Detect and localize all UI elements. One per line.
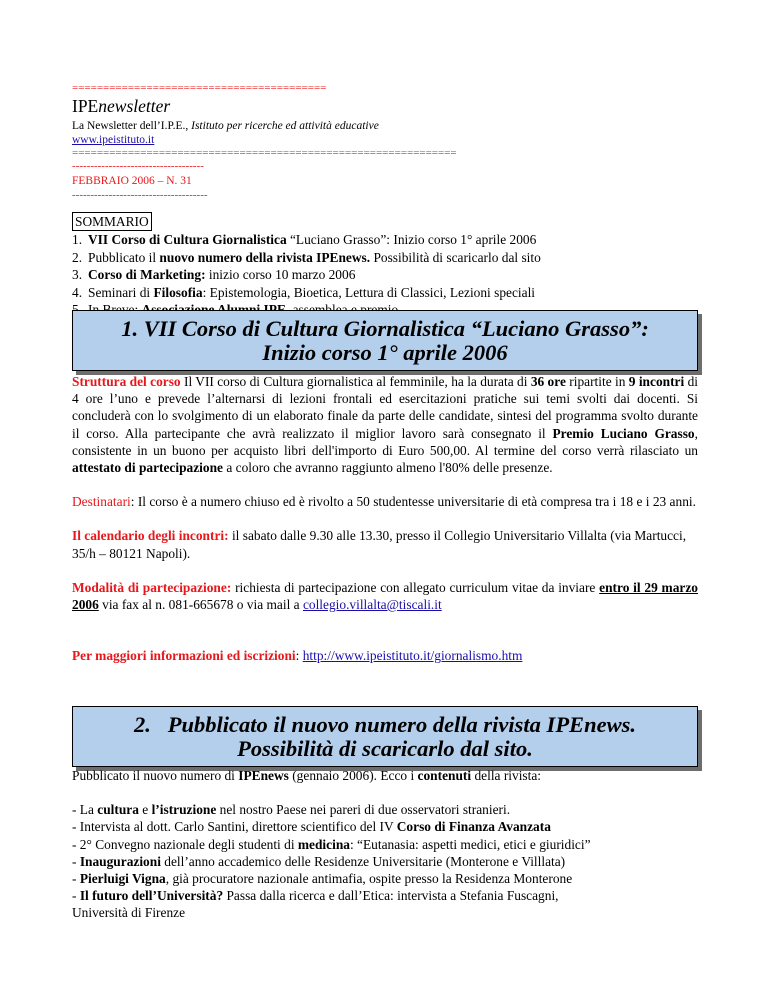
bold-run: l’istruzione xyxy=(151,802,217,818)
info-label: Per maggiori informazioni ed iscrizioni xyxy=(72,648,296,664)
text-run: dell’anno accademico delle Residenze Universitarie (Monterone e Villlata) xyxy=(160,853,566,869)
bold-run: Il futuro dell’Università? xyxy=(79,888,224,904)
rule-top: ========================================= xyxy=(72,82,327,94)
section1-heading-line1: 1. VII Corso di Cultura Giornalistica “Luciano Grasso”: xyxy=(121,316,649,341)
text-run: : “Eutanasia: aspetti medici, etici e giuridici” xyxy=(349,836,591,852)
list-item xyxy=(72,887,698,904)
toc-item[interactable] xyxy=(72,284,698,302)
email-link[interactable]: collegio.villalta@tiscali.it xyxy=(302,597,442,613)
bold-run: 36 ore xyxy=(530,374,566,389)
list-item xyxy=(72,853,698,870)
calendario-label: Il calendario degli incontri: xyxy=(72,528,229,544)
info-paragraph xyxy=(72,647,698,664)
text-run: Il VII corso di Cultura giornalistica al femminile, ha la durata di xyxy=(180,374,531,389)
text-run: - xyxy=(72,871,80,887)
section1-heading-line2: Inizio corso 1° aprile 2006 xyxy=(262,340,508,365)
newsletter-subtitle xyxy=(72,119,698,133)
bold-run: Premio Luciano Grasso xyxy=(552,425,695,441)
toc-item-bold: VII Corso di Cultura Giornalistica xyxy=(88,232,287,247)
website-link[interactable]: www.ipeistituto.it xyxy=(72,134,155,146)
text-run: nel nostro Paese nei pareri di due osservatori stranieri. xyxy=(216,802,511,818)
toc-item-text: : Epistemologia, Bioetica, Lettura di Classici, Lezioni speciali xyxy=(202,284,536,300)
text-run: della rivista: xyxy=(471,768,542,783)
text-run: e xyxy=(138,802,152,818)
toc-item-number: 4. xyxy=(72,284,83,300)
bold-run: medicina xyxy=(297,836,350,852)
newsletter-title xyxy=(72,96,698,116)
text-run: Pubblicato il nuovo numero di xyxy=(72,768,239,783)
toc-item-pre: Pubblicato il xyxy=(88,249,160,265)
text-run: - xyxy=(72,888,80,904)
section2-heading xyxy=(72,706,698,767)
toc-item-number: 2. xyxy=(72,249,83,265)
subtitle-italic: Istituto per ricerche ed attività educative xyxy=(191,120,379,132)
toc-item-bold: Corso di Marketing: xyxy=(88,267,206,282)
text-run: (gennaio 2006). Ecco i xyxy=(288,768,418,783)
title-italic: newsletter xyxy=(98,96,171,116)
text-run: , già procuratore nazionale antimafia, ospite presso la Residenza Monterone xyxy=(165,871,573,887)
section1-body xyxy=(72,373,698,664)
struttura-paragraph xyxy=(72,373,698,476)
modalita-deadline: entro il 29 marzo 2006 xyxy=(72,579,698,613)
list-item xyxy=(72,904,698,921)
text-run: - Intervista al dott. Carlo Santini, direttore scientifico del IV xyxy=(72,819,397,835)
text-run: di 4 ore l’uno e prevede l’alternarsi di lezioni frontali ed esercitazioni pratiche sui temi svolti dai docenti. Si concluderà con lo svolgimento di un elaborato finale da parte delle candidate, sintesi del programma svolto durante il corso. Alla partecipante che avrà realizzato il miglior lavoro sarà consegnato il xyxy=(72,374,698,441)
bold-run: attestato di partecipazione xyxy=(72,460,223,476)
toc-item[interactable] xyxy=(72,249,698,267)
text-run: : xyxy=(295,648,303,664)
text-run: Passa dalla ricerca e dall’Etica: intervista a Stefania Fuscagni, xyxy=(223,888,559,904)
text-run: Università di Firenze xyxy=(72,905,186,921)
dash-top: ------------------------------------ xyxy=(72,161,204,172)
destinatari-paragraph xyxy=(72,493,698,510)
toc-item-number: 3. xyxy=(72,267,83,282)
toc-item-pre: Seminari di xyxy=(88,284,154,300)
calendario-paragraph xyxy=(72,527,698,561)
dash-bottom: ------------------------------------- xyxy=(72,190,208,201)
bold-run: Corso di Finanza Avanzata xyxy=(396,819,551,835)
modalita-paragraph xyxy=(72,579,698,613)
website-link-row xyxy=(72,133,698,147)
toc-label: SOMMARIO xyxy=(72,212,152,231)
list-item xyxy=(72,818,698,835)
list-item xyxy=(72,801,698,818)
section1-heading xyxy=(72,310,698,371)
bold-run: 9 incontri xyxy=(628,374,685,389)
rule-bottom: ============================================================== xyxy=(72,147,457,159)
info-url-link[interactable]: http://www.ipeistituto.it/giornalismo.htm xyxy=(302,648,523,664)
text-run: - 2° Convegno nazionale degli studenti di xyxy=(72,836,298,852)
section2-intro xyxy=(72,767,698,784)
section2-heading-line2: Possibilità di scaricarlo dal sito. xyxy=(237,736,533,761)
newsletter-header xyxy=(72,82,698,201)
bold-run: IPEnews xyxy=(238,768,289,783)
toc-item[interactable] xyxy=(72,231,698,249)
toc-item-bold: nuovo numero della rivista IPEnews. xyxy=(159,249,371,265)
toc-item-bold: Filosofia xyxy=(153,284,203,300)
text-run: ripartite in xyxy=(565,374,629,389)
text-run: : Il corso è a numero chiuso ed è rivolto a 50 studentesse universitarie di età compresa tra i 18 e i 23 anni. xyxy=(130,494,696,510)
bold-run: contenuti xyxy=(417,768,472,783)
text-run: il sabato dalle 9.30 alle 13.30, presso il Collegio Universitario Villalta (via Martucci, 35/h – 80121 Napoli). xyxy=(72,528,687,561)
toc-list xyxy=(72,231,698,319)
list-item xyxy=(72,836,698,853)
toc-item-number: 1. xyxy=(72,232,83,247)
toc-item[interactable] xyxy=(72,266,698,284)
bold-run: Inaugurazioni xyxy=(79,853,161,869)
bold-run: Pierluigi Vigna xyxy=(79,871,166,887)
text-run: - La xyxy=(72,802,98,818)
contents-list xyxy=(72,801,698,921)
text-run: via fax al n. 081-665678 o via mail a xyxy=(98,597,303,613)
toc-item-text: inizio corso 10 marzo 2006 xyxy=(205,267,356,282)
toc-item-text: Possibilità di scaricarlo dal sito xyxy=(370,249,541,265)
section2-heading-line1: 2. Pubblicato il nuovo numero della rivista IPEnews. xyxy=(134,712,636,737)
modalita-label: Modalità di partecipazione: xyxy=(72,579,232,595)
subtitle-plain: La Newsletter dell’I.P.E., xyxy=(72,120,192,132)
issue-label: FEBBRAIO 2006 – N. 31 xyxy=(72,175,192,187)
list-item xyxy=(72,870,698,887)
text-run: richiesta di partecipazione con allegato curriculum vitae da inviare xyxy=(231,579,600,595)
toc-item-text: “Luciano Grasso”: Inizio corso 1° aprile 2006 xyxy=(286,232,537,247)
destinatari-label: Destinatari xyxy=(72,494,131,510)
bold-run: cultura xyxy=(97,802,139,818)
title-prefix: IPE xyxy=(72,96,99,116)
section2-body xyxy=(72,767,698,922)
text-run: a coloro che avranno raggiunto almeno l'80% delle presenze. xyxy=(223,460,553,476)
text-run: , consistente in un buono per acquisto libri dell'importo di Euro 500,00. Al termine del corso verrà rilasciato un xyxy=(72,425,698,458)
struttura-label: Struttura del corso xyxy=(72,374,181,389)
text-run: - xyxy=(72,853,80,869)
toc xyxy=(72,212,698,319)
